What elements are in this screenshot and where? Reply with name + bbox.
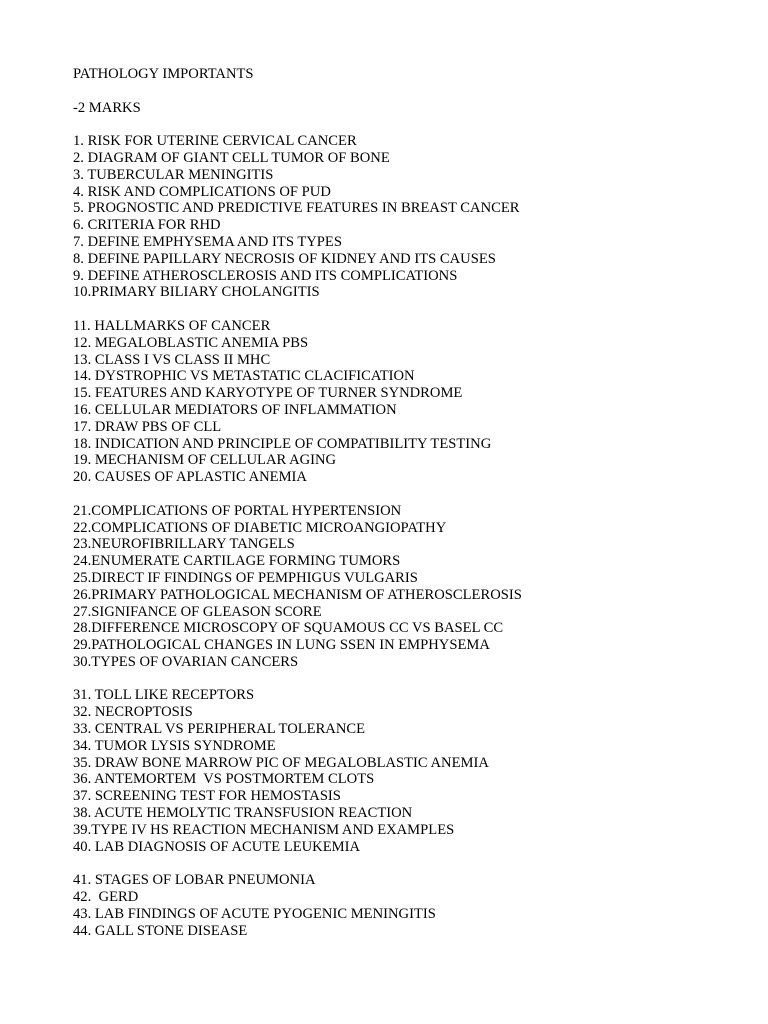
- question-item: 43. LAB FINDINGS OF ACUTE PYOGENIC MENINGITIS: [73, 905, 436, 922]
- question-list: [73, 133, 753, 939]
- question-item: 9. DEFINE ATHEROSCLEROSIS AND ITS COMPLICATIONS: [73, 267, 458, 284]
- section-heading: -2 MARKS: [73, 99, 141, 116]
- question-item: 27.SIGNIFANCE OF GLEASON SCORE: [73, 603, 322, 620]
- question-group: [73, 318, 753, 486]
- question-item: 18. INDICATION AND PRINCIPLE OF COMPATIBILITY TESTING: [73, 435, 492, 452]
- question-group: [73, 133, 753, 301]
- spacer: [73, 671, 753, 688]
- question-item: 38. ACUTE HEMOLYTIC TRANSFUSION REACTION: [73, 805, 413, 822]
- question-item: 28.DIFFERENCE MICROSCOPY OF SQUAMOUS CC VS BASEL CC: [73, 620, 504, 637]
- spacer: [73, 116, 753, 133]
- question-item: 13. CLASS I VS CLASS II MHC: [73, 351, 271, 368]
- spacer: [73, 83, 753, 100]
- question-group: [73, 872, 753, 939]
- question-item: 31. TOLL LIKE RECEPTORS: [73, 687, 255, 704]
- question-item: 42. GERD: [73, 889, 139, 906]
- question-item: 5. PROGNOSTIC AND PREDICTIVE FEATURES IN BREAST CANCER: [73, 200, 520, 217]
- question-item: 7. DEFINE EMPHYSEMA AND ITS TYPES: [73, 233, 342, 250]
- question-item: 26.PRIMARY PATHOLOGICAL MECHANISM OF ATHEROSCLEROSIS: [73, 586, 522, 603]
- question-item: 33. CENTRAL VS PERIPHERAL TOLERANCE: [73, 721, 366, 738]
- question-item: 1. RISK FOR UTERINE CERVICAL CANCER: [73, 133, 357, 150]
- document-title: PATHOLOGY IMPORTANTS: [73, 66, 254, 82]
- question-item: 41. STAGES OF LOBAR PNEUMONIA: [73, 872, 316, 889]
- question-item: 35. DRAW BONE MARROW PIC OF MEGALOBLASTIC ANEMIA: [73, 754, 489, 771]
- question-item: 16. CELLULAR MEDIATORS OF INFLAMMATION: [73, 401, 397, 418]
- question-item: 30.TYPES OF OVARIAN CANCERS: [73, 653, 299, 670]
- question-item: 34. TUMOR LYSIS SYNDROME: [73, 737, 276, 754]
- question-item: 24.ENUMERATE CARTILAGE FORMING TUMORS: [73, 553, 401, 570]
- question-group: [73, 687, 753, 855]
- question-item: 29.PATHOLOGICAL CHANGES IN LUNG SSEN IN EMPHYSEMA: [73, 637, 490, 654]
- question-item: 15. FEATURES AND KARYOTYPE OF TURNER SYNDROME: [73, 385, 463, 402]
- question-item: 23.NEUROFIBRILLARY TANGELS: [73, 536, 295, 553]
- question-item: 10.PRIMARY BILIARY CHOLANGITIS: [73, 284, 320, 301]
- question-item: 20. CAUSES OF APLASTIC ANEMIA: [73, 469, 307, 486]
- question-item: 32. NECROPTOSIS: [73, 704, 193, 721]
- document-page: [73, 66, 753, 939]
- question-item: 3. TUBERCULAR MENINGITIS: [73, 166, 274, 183]
- question-item: 21.COMPLICATIONS OF PORTAL HYPERTENSION: [73, 502, 402, 519]
- question-item: 4. RISK AND COMPLICATIONS OF PUD: [73, 183, 331, 200]
- question-item: 6. CRITERIA FOR RHD: [73, 217, 221, 234]
- question-item: 39.TYPE IV HS REACTION MECHANISM AND EXAMPLES: [73, 821, 455, 838]
- spacer: [73, 855, 753, 872]
- spacer: [73, 301, 753, 318]
- spacer: [73, 486, 753, 503]
- question-item: 14. DYSTROPHIC VS METASTATIC CLACIFICATION: [73, 368, 415, 385]
- question-item: 8. DEFINE PAPILLARY NECROSIS OF KIDNEY AND ITS CAUSES: [73, 250, 496, 267]
- question-item: 12. MEGALOBLASTIC ANEMIA PBS: [73, 334, 309, 351]
- question-item: 25.DIRECT IF FINDINGS OF PEMPHIGUS VULGARIS: [73, 569, 418, 586]
- question-item: 2. DIAGRAM OF GIANT CELL TUMOR OF BONE: [73, 149, 390, 166]
- question-item: 11. HALLMARKS OF CANCER: [73, 317, 271, 334]
- question-item: 17. DRAW PBS OF CLL: [73, 418, 222, 435]
- question-group: [73, 503, 753, 671]
- question-item: 37. SCREENING TEST FOR HEMOSTASIS: [73, 788, 341, 805]
- question-item: 19. MECHANISM OF CELLULAR AGING: [73, 452, 337, 469]
- question-item: 36. ANTEMORTEM VS POSTMORTEM CLOTS: [73, 771, 375, 788]
- question-item: 40. LAB DIAGNOSIS OF ACUTE LEUKEMIA: [73, 838, 361, 855]
- question-item: 44. GALL STONE DISEASE: [73, 922, 248, 939]
- question-item: 22.COMPLICATIONS OF DIABETIC MICROANGIOPATHY: [73, 519, 447, 536]
